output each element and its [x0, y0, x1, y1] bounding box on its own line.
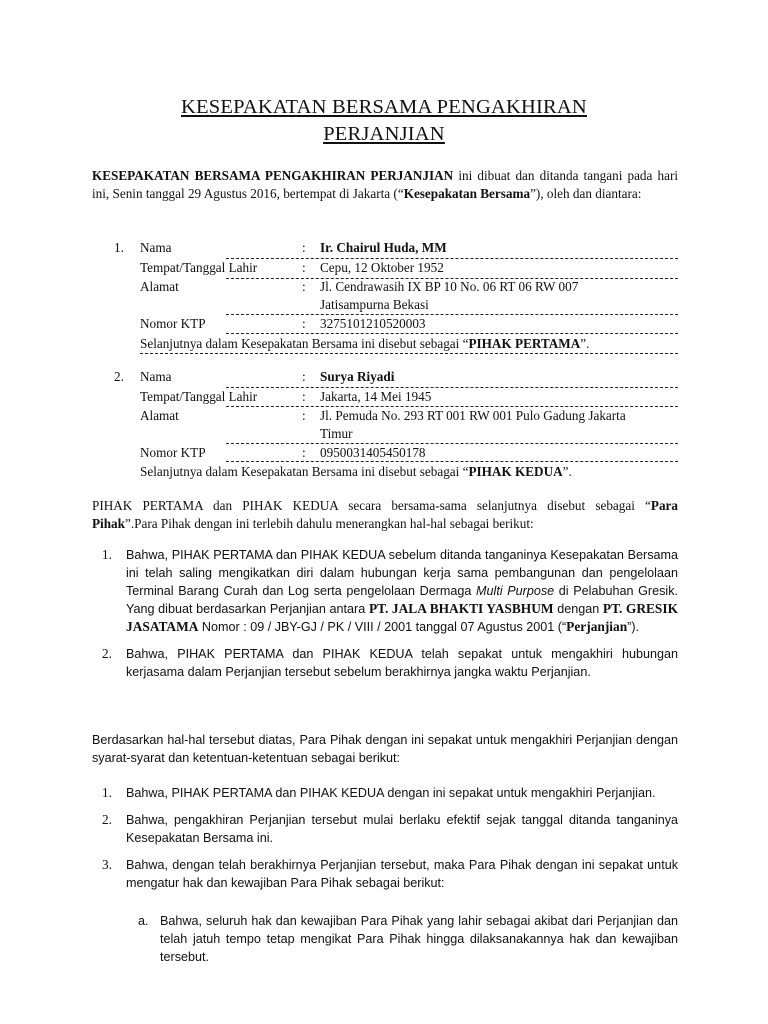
intro-paragraph [92, 167, 678, 203]
title-line-2: PERJANJIAN [323, 123, 445, 145]
field-colon: : [302, 260, 306, 275]
field-value: Jl. Cendrawasih IX BP 10 No. 06 RT 06 RW 007 [320, 279, 579, 294]
list-item [92, 856, 678, 892]
document-title [0, 94, 768, 148]
item-text: Bahwa, PIHAK PERTAMA dan PIHAK KEDUA sebelum ditanda tanganinya Kesepakatan Bersama ini telah saling mengikatkan diri dalam hubungan kerja sama pembangunan dan pengelolaan Terminal Barang Curah dan Log serta pengelolaan Dermaga [126, 548, 678, 598]
recitals-list [92, 546, 678, 681]
dashed-rule [226, 314, 678, 315]
dashed-rule [226, 406, 678, 407]
intro-text-2: ”), oleh dan diantara: [530, 186, 642, 201]
party-row-alamat-2 [140, 296, 678, 314]
closing-end: ”. [562, 464, 572, 479]
intro-bold-lead: KESEPAKATAN BERSAMA PENGAKHIRAN PERJANJIAN [92, 168, 454, 183]
dashed-rule [140, 353, 678, 354]
list-item [92, 546, 678, 636]
party-row-ktp [140, 315, 678, 333]
party-row-alamat [140, 278, 678, 296]
item-bold: PT. JALA BHAKTI YASBHUM [368, 601, 554, 616]
item-text: di Pelabuhan Gresik. Yang dibuat berdasarkan Perjanjian antara [126, 584, 678, 616]
party-closing [140, 335, 678, 353]
dashed-rule [226, 387, 678, 388]
party-row-nama [140, 239, 678, 257]
field-colon: : [302, 279, 306, 294]
intro-text-1: ini dibuat dan ditanda tangani pada hari ini, Senin tanggal 29 Agustus 2016, bertempat di Jakarta (“ [92, 168, 679, 201]
field-value: Jakarta, 14 Mei 1945 [320, 389, 432, 404]
closing-end: ”. [580, 336, 590, 351]
list-number: 2. [102, 812, 112, 827]
field-value: 3275101210520003 [320, 316, 426, 331]
item-text: Nomor : 09 / JBY-GJ / PK / VIII / 2001 tanggal 07 Agustus 2001 (“ [198, 620, 567, 634]
item-text: Bahwa, PIHAK PERTAMA dan PIHAK KEDUA telah sepakat untuk mengakhiri hubungan kerjasama dalam Perjanjian tersebut sebelum berakhirnya jangka waktu Perjanjian. [126, 647, 678, 679]
party-number: 1. [114, 240, 124, 255]
party-row-ktp [140, 444, 678, 462]
item-bold: Perjanjian [566, 619, 628, 634]
field-colon: : [302, 389, 306, 404]
field-value: Ir. Chairul Huda, MM [320, 240, 447, 255]
title-line-1: KESEPAKATAN BERSAMA PENGAKHIRAN [181, 96, 587, 118]
party-row-ttl [140, 388, 678, 406]
list-item [92, 645, 678, 681]
dashed-rule [226, 258, 678, 259]
list-number: 1. [102, 785, 112, 800]
list-number: 1. [102, 547, 112, 562]
party-closing [140, 463, 678, 481]
party-role: PIHAK KEDUA [468, 464, 563, 479]
field-colon: : [302, 445, 306, 460]
field-label: Alamat [140, 279, 179, 294]
para-pihak-text-2: ”.Para Pihak dengan ini terlebih dahulu menerangkan hal-hal sebagai berikut: [124, 516, 534, 531]
list-number: 2. [102, 646, 112, 661]
field-label: Nama [140, 240, 172, 255]
para-pihak-bold: Para Pihak [92, 498, 678, 531]
field-label: Tempat/Tanggal Lahir [140, 260, 258, 275]
terms-list [92, 784, 678, 892]
field-value: Jl. Pemuda No. 293 RT 001 RW 001 Pulo Gadung Jakarta [320, 408, 626, 423]
field-value-line-2: Timur [320, 426, 353, 441]
party-row-alamat [140, 407, 678, 425]
party-row-ttl [140, 259, 678, 277]
field-value-line-2: Jatisampurna Bekasi [320, 297, 429, 312]
item-text: ”). [627, 620, 640, 634]
party-number: 2. [114, 369, 124, 384]
field-label: Nomor KTP [140, 445, 206, 460]
field-label: Nama [140, 369, 172, 384]
berdasarkan-paragraph: Berdasarkan hal-hal tersebut diatas, Para Pihak dengan ini sepakat untuk mengakhiri Perjanjian dengan syarat-syarat dan ketentuan-ketentuan sebagai berikut: [92, 733, 678, 765]
item-bold: PT. GRESIK JASATAMA [126, 601, 678, 634]
sub-list-letter: a. [138, 914, 149, 928]
closing-text: Selanjutnya dalam Kesepakatan Bersama ini disebut sebagai “ [140, 336, 469, 351]
para-pihak-paragraph [92, 497, 678, 533]
para-pihak-text-1: PIHAK PERTAMA dan PIHAK KEDUA secara bersama-sama selanjutnya disebut sebagai “ [92, 498, 651, 513]
subterms-list [126, 912, 678, 966]
list-number: 3. [102, 857, 112, 872]
item-italic: Multi Purpose [476, 584, 555, 598]
field-colon: : [302, 316, 306, 331]
list-item [92, 811, 678, 847]
dashed-rule [226, 461, 678, 462]
field-label: Nomor KTP [140, 316, 206, 331]
item-text: Bahwa, pengakhiran Perjanjian tersebut mulai berlaku efektif sejak tanggal ditanda tanganinya Kesepakatan Bersama ini. [126, 813, 678, 845]
item-text: Bahwa, PIHAK PERTAMA dan PIHAK KEDUA dengan ini sepakat untuk mengakhiri Perjanjian. [126, 786, 656, 800]
party-row-alamat-2 [140, 425, 678, 443]
dashed-rule [226, 443, 678, 444]
dashed-rule [226, 333, 678, 334]
party-row-nama [140, 368, 678, 386]
item-text: Bahwa, seluruh hak dan kewajiban Para Pihak yang lahir sebagai akibat dari Perjanjian dan telah jatuh tempo tetap mengikat Para Pihak hingga dilaksanakannya hak dan kewajiban tersebut. [160, 914, 678, 964]
field-label: Alamat [140, 408, 179, 423]
field-label: Tempat/Tanggal Lahir [140, 389, 258, 404]
item-text: dengan [553, 602, 603, 616]
field-colon: : [302, 240, 306, 255]
item-text: Bahwa, dengan telah berakhirnya Perjanjian tersebut, maka Para Pihak dengan ini sepakat untuk mengatur hak dan kewajiban Para Pihak sebagai berikut: [126, 858, 678, 890]
intro-bold-term: Kesepakatan Bersama [403, 186, 531, 201]
field-value: Cepu, 12 Oktober 1952 [320, 260, 444, 275]
party-role: PIHAK PERTAMA [468, 336, 581, 351]
closing-text: Selanjutnya dalam Kesepakatan Bersama ini disebut sebagai “ [140, 464, 469, 479]
field-value: 0950031405450178 [320, 445, 426, 460]
field-colon: : [302, 369, 306, 384]
list-item [92, 784, 678, 802]
field-value: Surya Riyadi [320, 369, 395, 384]
field-colon: : [302, 408, 306, 423]
dashed-rule [226, 278, 678, 279]
sub-list-item [126, 912, 678, 966]
